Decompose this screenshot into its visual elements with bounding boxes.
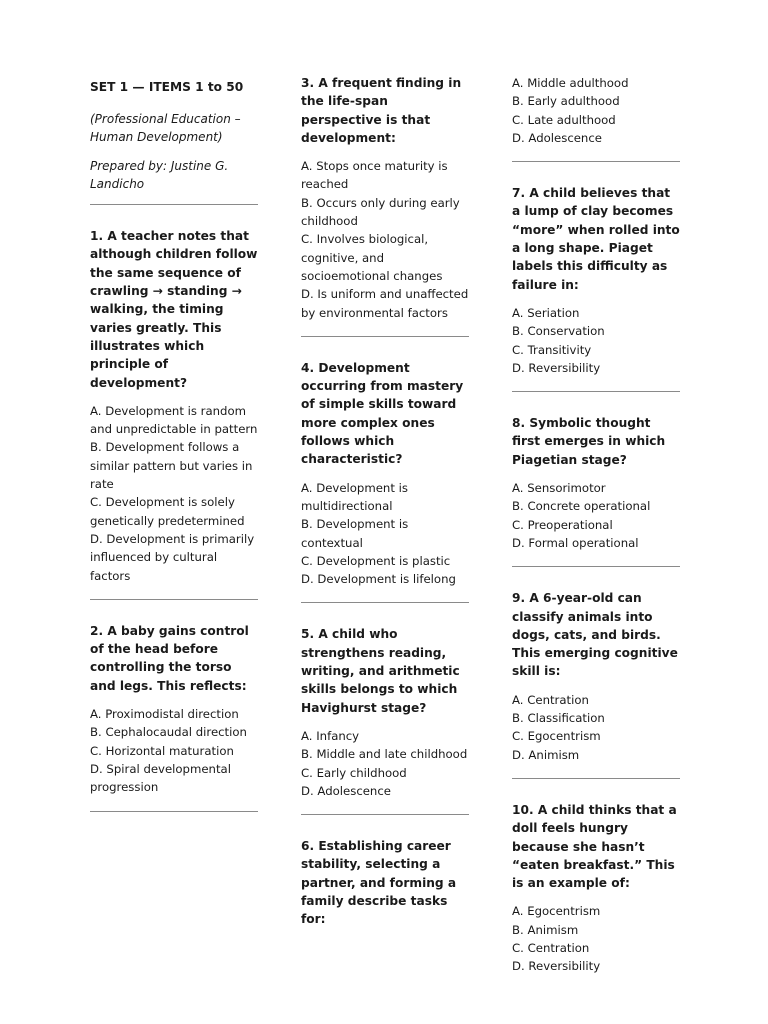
question-7 (512, 184, 680, 377)
option-a: A. Sensorimotor (512, 481, 606, 496)
question-6-options (512, 74, 680, 147)
options-list (512, 902, 680, 975)
prepared-by: Prepared by: Justine G. Landicho (90, 158, 229, 191)
question-stem: 6. Establishing career stability, selecting a partner, and forming a family describe tasks for: (301, 839, 457, 927)
option-c: C. Involves biological, cognitive, and socioemotional changes (301, 232, 443, 283)
option-b: B. Development is contextual (301, 517, 409, 550)
option-b: B. Concrete operational (512, 499, 651, 514)
option-d: D. Development is primarily influenced by cultural factors (90, 531, 255, 583)
subject-subtitle: (Professional Education – Human Development) (90, 112, 241, 145)
options-list (512, 304, 680, 377)
option-d: D. Adolescence (512, 130, 602, 145)
option-d: D. Animism (512, 747, 580, 762)
option-c: C. Preoperational (512, 517, 613, 532)
divider (301, 602, 469, 603)
option-a: A. Stops once maturity is reached (301, 159, 448, 192)
question-stem: 5. A child who strengthens reading, writing, and arithmetic skills belongs to which Havighurst stage? (301, 627, 460, 715)
question-stem: 4. Development occurring from mastery of simple skills toward more complex ones follows which characteristic? (301, 360, 464, 467)
divider (512, 391, 680, 392)
option-d: D. Is uniform and unaffected by environmental factors (301, 287, 469, 320)
question-stem: 8. Symbolic thought first emerges in which Piagetian stage? (512, 416, 666, 467)
question-10 (512, 801, 680, 976)
set-title: SET 1 — ITEMS 1 to 50 (90, 80, 244, 94)
question-6 (301, 837, 469, 928)
option-b: B. Middle and late childhood (301, 747, 468, 762)
divider (512, 778, 680, 779)
question-2 (90, 622, 258, 797)
option-a: A. Proximodistal direction (90, 707, 239, 722)
option-b: B. Cephalocaudal direction (90, 725, 247, 740)
column-3 (512, 74, 680, 976)
divider (90, 811, 258, 812)
divider (90, 204, 258, 205)
option-c: C. Centration (512, 940, 590, 955)
option-c: C. Late adulthood (512, 112, 616, 127)
option-b: B. Early adulthood (512, 94, 620, 109)
question-stem: 7. A child believes that a lump of clay becomes “more” when rolled into a long shape. Piaget labels this difficulty as failure in: (512, 186, 680, 292)
question-9 (512, 589, 680, 764)
option-b: B. Occurs only during early childhood (301, 195, 460, 229)
options-list (301, 157, 469, 322)
option-a: A. Development is multidirectional (301, 480, 408, 513)
divider (90, 599, 258, 600)
question-stem: 10. A child thinks that a doll feels hungry because she hasn’t “eaten breakfast.” This is an example of: (512, 802, 677, 891)
option-c: C. Egocentrism (512, 729, 601, 744)
option-a: A. Centration (512, 692, 589, 707)
question-1 (90, 227, 258, 585)
option-a: A. Egocentrism (512, 904, 601, 919)
options-list (512, 691, 680, 764)
option-b: B. Development follows a similar pattern but varies in rate (90, 440, 253, 492)
option-b: B. Conservation (512, 324, 605, 339)
option-a: A. Development is random and unpredictable in pattern (90, 403, 258, 437)
question-4 (301, 359, 469, 589)
option-c: C. Horizontal maturation (90, 743, 234, 758)
option-a: A. Seriation (512, 305, 580, 320)
question-5 (301, 625, 469, 800)
option-b: B. Classification (512, 711, 605, 726)
option-c: C. Development is solely genetically predetermined (90, 495, 245, 528)
option-d: D. Formal operational (512, 535, 639, 550)
divider (301, 814, 469, 815)
option-d: D. Adolescence (301, 783, 391, 798)
option-a: A. Middle adulthood (512, 76, 629, 90)
question-8 (512, 414, 680, 552)
option-c: C. Early childhood (301, 765, 407, 780)
option-a: A. Infancy (301, 728, 360, 743)
option-c: C. Transitivity (512, 342, 592, 357)
options-list (301, 727, 469, 800)
option-d: D. Reversibility (512, 360, 601, 375)
option-d: D. Reversibility (512, 959, 601, 974)
options-list (90, 402, 258, 585)
option-c: C. Development is plastic (301, 553, 451, 568)
question-3 (301, 74, 469, 322)
question-stem: 3. A frequent finding in the life-span perspective is that development: (301, 76, 462, 145)
question-stem: 9. A 6-year-old can classify animals into dogs, cats, and birds. This emerging cognitive skill is: (512, 591, 678, 679)
option-d: D. Spiral developmental progression (90, 761, 231, 795)
divider (301, 336, 469, 337)
option-d: D. Development is lifelong (301, 572, 456, 587)
option-b: B. Animism (512, 922, 579, 937)
question-stem: 2. A baby gains control of the head before controlling the torso and legs. This reflects: (90, 623, 249, 693)
question-stem: 1. A teacher notes that although children follow the same sequence of crawling → standing → walking, the timing varies greatly. This illustrates which principle of development? (90, 229, 258, 390)
options-list (512, 479, 680, 552)
column-2 (301, 74, 469, 939)
options-list (90, 705, 258, 796)
column-1 (90, 74, 258, 834)
divider (512, 566, 680, 567)
options-list (301, 479, 469, 589)
divider (512, 161, 680, 162)
